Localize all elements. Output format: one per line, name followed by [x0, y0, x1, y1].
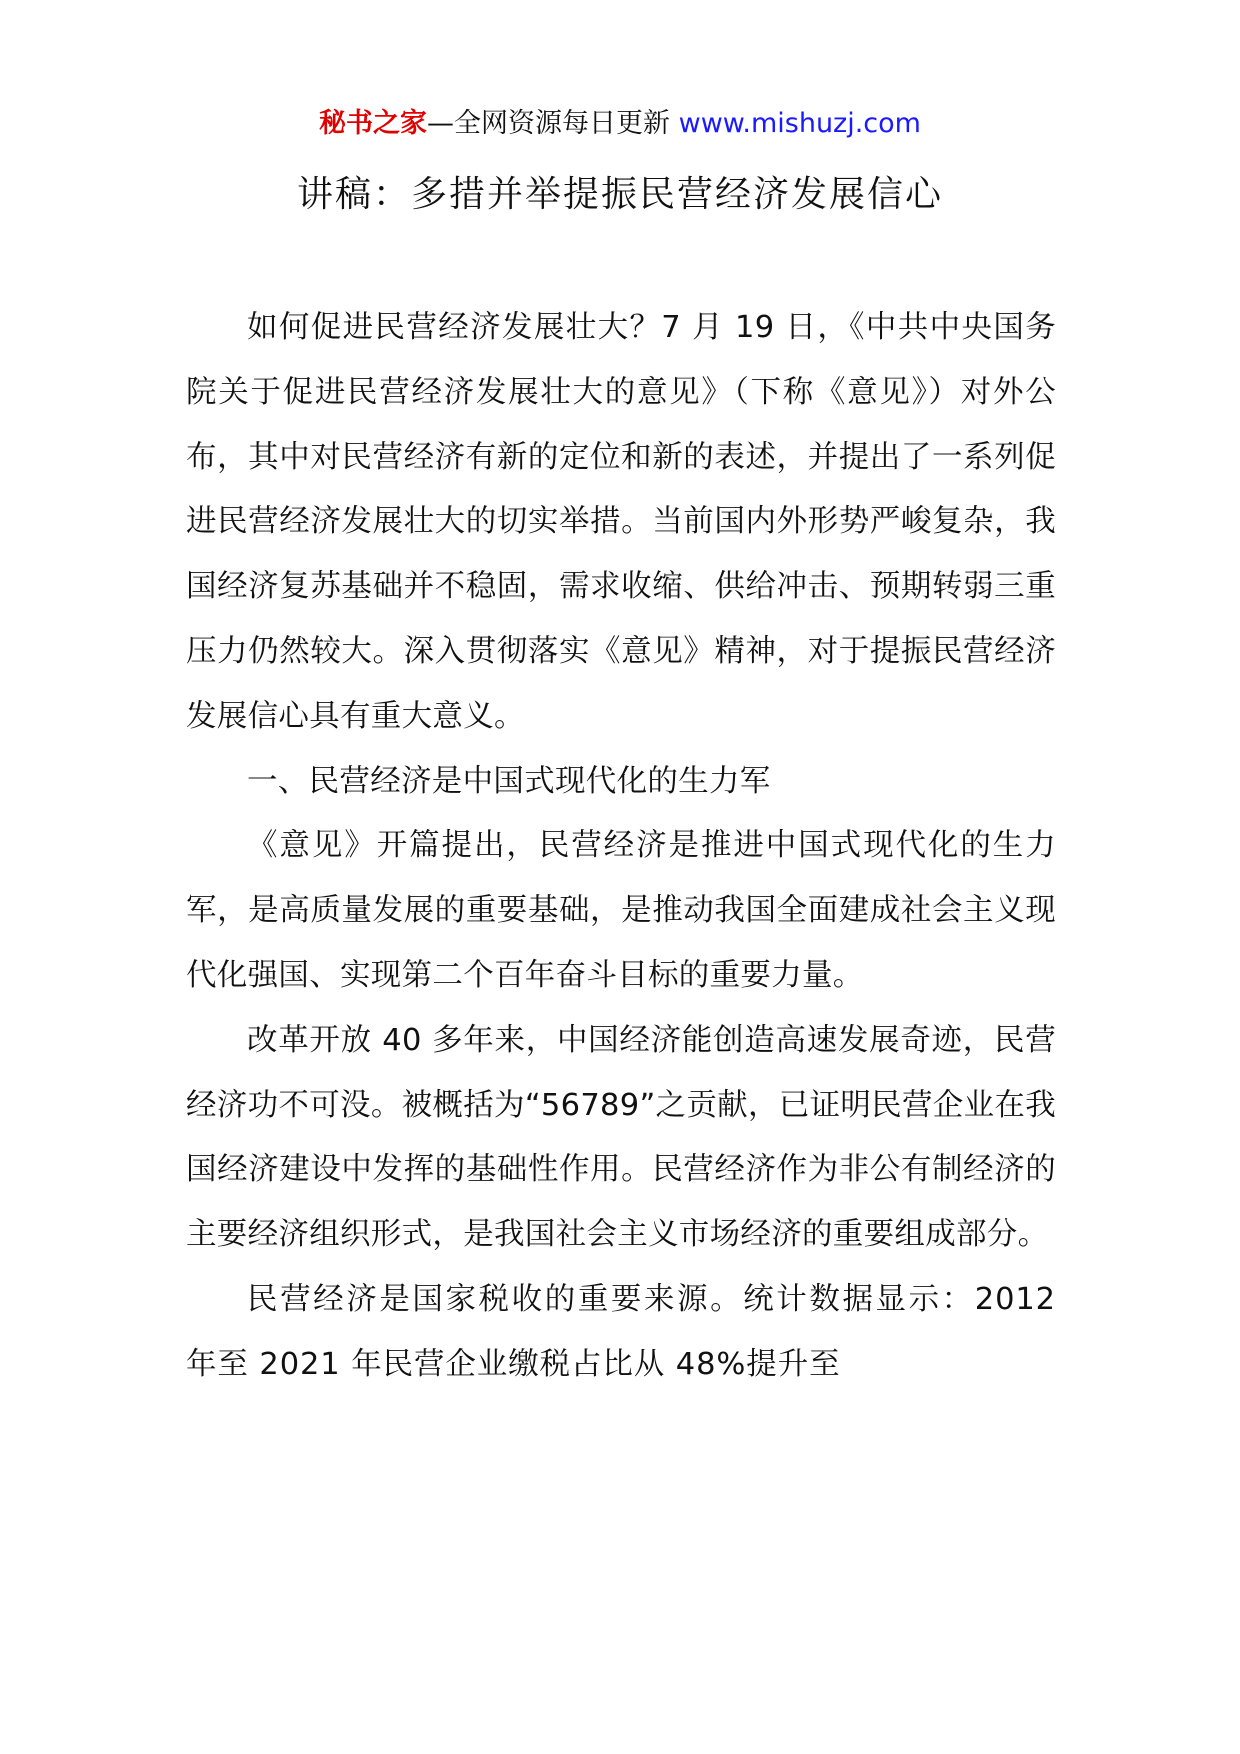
paragraph-reform: 改革开放 40 多年来，中国经济能创造高速发展奇迹，民营经济功不可没。被概括为“56789”之贡献，已证明民营企业在我国经济建设中发挥的基础性作用。民营经济作为非公有制经济的主要经济组织形式，是我国社会主义市场经济的重要组成部分。: [186, 1022, 1056, 1253]
paragraph-tax: 民营经济是国家税收的重要来源。统计数据显示：2012 年至 2021 年民营企业缴税占比从 48%提升至: [186, 1281, 1056, 1382]
section-heading-1: 一、民营经济是中国式现代化的生力军: [247, 763, 771, 799]
document-title: 讲稿：多措并举提振民营经济发展信心: [296, 174, 943, 215]
site-brand: 秘书之家: [319, 108, 428, 139]
site-url-link[interactable]: www.mishuzj.com: [678, 108, 921, 139]
document-body: [186, 296, 1056, 1398]
site-header: [0, 104, 1240, 144]
paragraph-intro: 如何促进民营经济发展壮大？7 月 19 日，《中共中央国务院关于促进民营经济发展壮大的意见》（下称《意见》）对外公布，其中对民营经济有新的定位和新的表述，并提出了一系列促进民营经济发展壮大的切实举措。当前国内外形势严峻复杂，我国经济复苏基础并不稳固，需求收缩、供给冲击、预期转弱三重压力仍然较大。深入贯彻落实《意见》精神，对于提振民营经济发展信心具有重大意义。: [186, 310, 1056, 734]
site-tagline: —全网资源每日更新: [427, 108, 671, 139]
paragraph-section-1: 《意见》开篇提出，民营经济是推进中国式现代化的生力军，是高质量发展的重要基础，是推动我国全面建成社会主义现代化强国、实现第二个百年奋斗目标的重要力量。: [186, 828, 1056, 993]
